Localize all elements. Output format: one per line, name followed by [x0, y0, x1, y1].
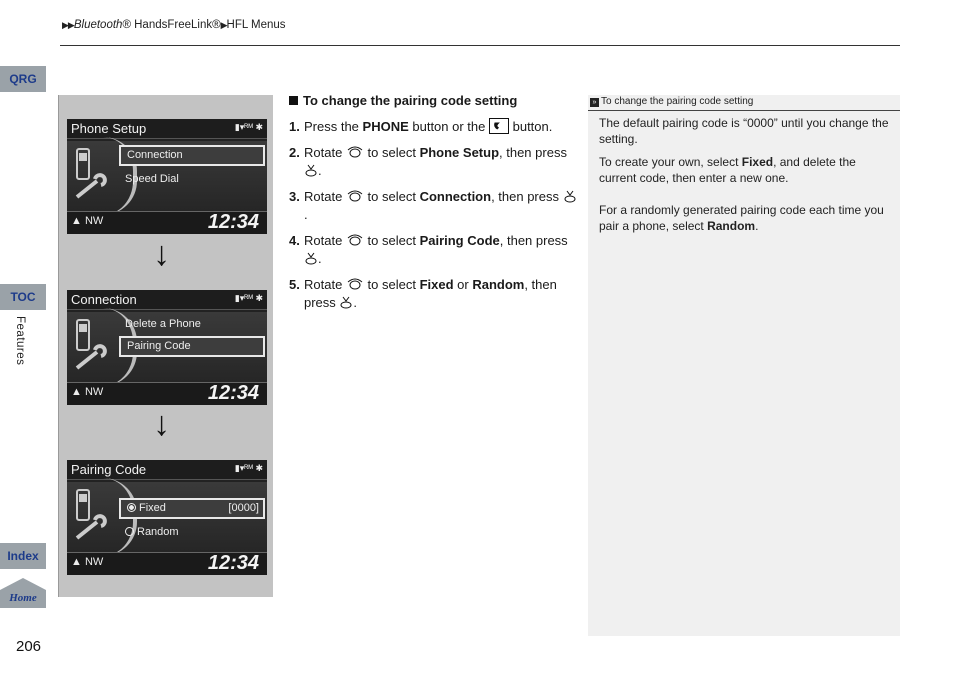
note-marker-icon: »: [590, 98, 599, 107]
signal-battery-bluetooth-icon: ▮▾ᴿᴹ ✱: [234, 293, 263, 303]
phone-button-icon: [489, 118, 509, 134]
pairing-code-value: [0000]: [228, 502, 259, 514]
screen-title: Phone Setup: [67, 119, 267, 139]
note-paragraph-1: The default pairing code is “0000” until you change the setting.: [599, 116, 889, 146]
screen-phone-setup: [67, 119, 267, 233]
clock: 12:34: [207, 211, 259, 233]
screen-title: Pairing Code: [67, 460, 267, 480]
menu-item-label: Connection: [127, 149, 183, 161]
menu-item-label: Random: [137, 526, 179, 538]
display-screens-panel: [58, 95, 273, 597]
step-4: 4. Rotate to select Pairing Code, then press .: [289, 233, 568, 266]
screen-connection: [67, 290, 267, 404]
compass-heading: ▲ NW: [71, 556, 104, 568]
compass-heading: ▲ NW: [71, 386, 104, 398]
menu-item-random[interactable]: [119, 522, 265, 543]
screen-pairing-code: [67, 460, 267, 574]
home-button[interactable]: [0, 578, 46, 608]
menu-item-connection[interactable]: [119, 145, 265, 166]
procedure-heading: To change the pairing code setting: [289, 92, 579, 110]
breadcrumb-hfl[interactable]: ® HandsFreeLink®: [122, 19, 221, 31]
selector-knob-rotate-icon: [346, 145, 364, 159]
step-1: 1. Press the PHONE button or the button.: [289, 119, 553, 134]
step-5: 5. Rotate to select Fixed or Random, then press .: [289, 277, 557, 310]
procedure: [289, 92, 579, 320]
index-tab[interactable]: Index: [0, 543, 46, 569]
menu-item-delete-phone[interactable]: [119, 314, 265, 335]
compass-heading: ▲ NW: [71, 215, 104, 227]
breadcrumb-sep: ▶: [220, 20, 227, 30]
note-paragraph-2: To create your own, select Fixed, and delete the current code, then enter a new one.: [599, 155, 856, 185]
signal-battery-bluetooth-icon: ▮▾ᴿᴹ ✱: [234, 463, 263, 473]
note-box: [588, 95, 900, 636]
home-label: Home: [9, 592, 37, 604]
clock: 12:34: [207, 552, 259, 574]
toc-tab[interactable]: TOC: [0, 284, 46, 310]
menu-item-label: Fixed: [139, 502, 166, 514]
selector-knob-press-icon: [304, 251, 318, 265]
page-number: 206: [16, 638, 42, 655]
radio-unselected-icon: [125, 527, 134, 536]
screen-title: Connection: [67, 290, 267, 310]
down-arrow-icon: ↓: [153, 235, 170, 273]
down-arrow-icon: ↓: [153, 405, 170, 443]
selector-knob-rotate-icon: [346, 233, 364, 247]
note-paragraph-3: For a randomly generated pairing code each time you pair a phone, select Random.: [599, 203, 884, 233]
note-title[interactable]: » To change the pairing code setting: [588, 95, 900, 111]
clock: 12:34: [207, 382, 259, 404]
breadcrumb-bluetooth[interactable]: Bluetooth: [73, 19, 123, 31]
breadcrumb: [62, 19, 286, 31]
selector-knob-press-icon: [304, 163, 318, 177]
step-3: 3. Rotate to select Connection, then press .: [289, 188, 579, 224]
breadcrumb-hfl-menus[interactable]: HFL Menus: [226, 19, 286, 31]
selector-knob-rotate-icon: [346, 189, 364, 203]
menu-item-speed-dial[interactable]: [119, 169, 265, 190]
header-rule: [60, 45, 900, 46]
breadcrumb-arrows: ▶▶: [62, 20, 74, 30]
selector-knob-press-icon: [563, 189, 577, 203]
selector-knob-rotate-icon: [346, 277, 364, 291]
menu-item-label: Speed Dial: [125, 173, 179, 185]
step-2: 2. Rotate to select Phone Setup, then press .: [289, 145, 567, 178]
qrg-tab[interactable]: QRG: [0, 66, 46, 92]
menu-item-fixed[interactable]: [119, 498, 265, 519]
radio-selected-icon: [127, 503, 136, 512]
selector-knob-press-icon: [339, 295, 353, 309]
menu-item-pairing-code[interactable]: [119, 336, 265, 357]
menu-item-label: Delete a Phone: [125, 318, 201, 330]
features-section-label: Features: [14, 316, 26, 366]
menu-item-label: Pairing Code: [127, 340, 191, 352]
signal-battery-bluetooth-icon: ▮▾ᴿᴹ ✱: [234, 122, 263, 132]
